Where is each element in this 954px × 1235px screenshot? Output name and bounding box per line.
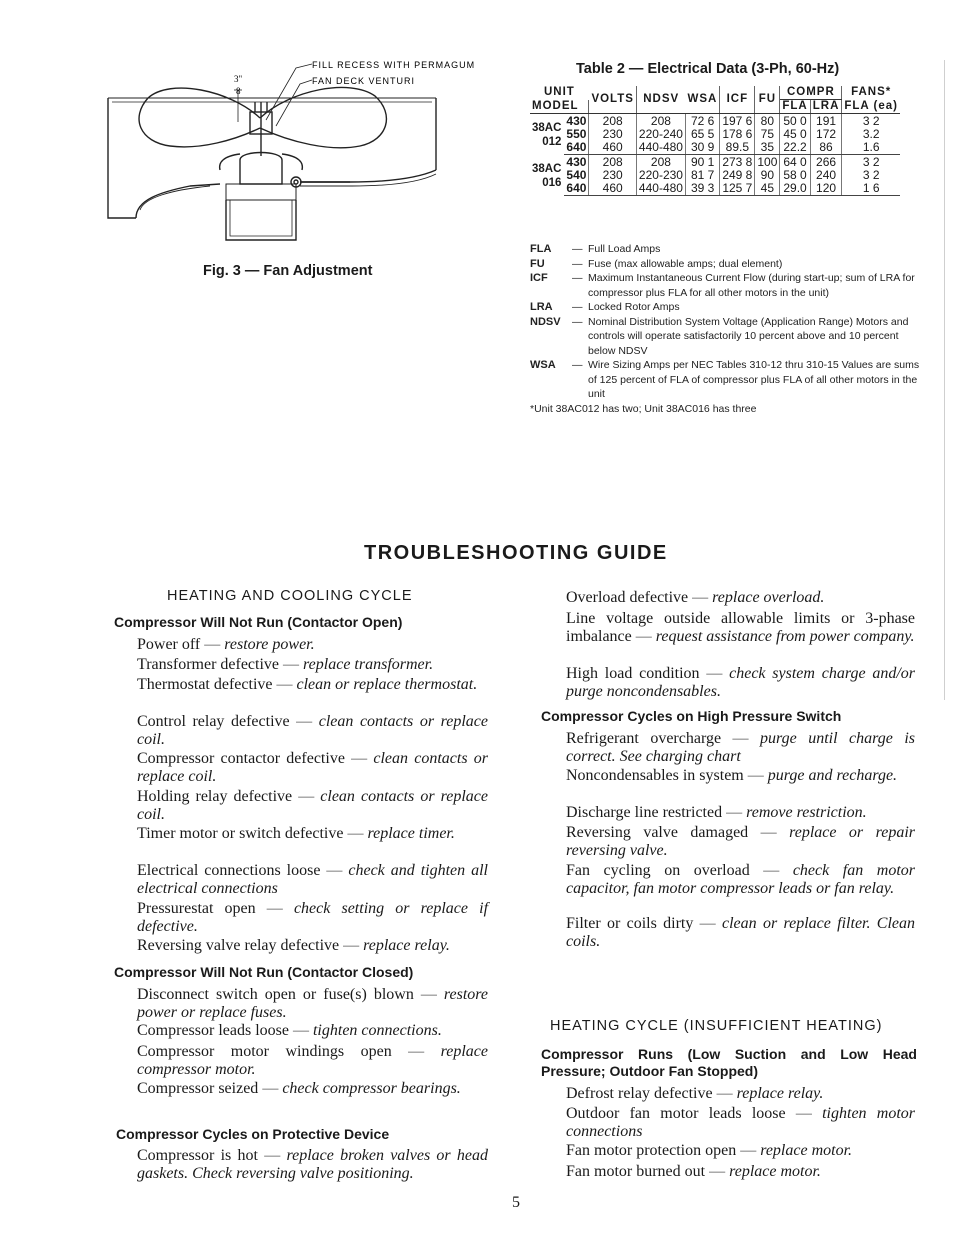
item-dash: —: [736, 1142, 761, 1159]
list-item: [137, 862, 488, 897]
list-item: [566, 1142, 915, 1160]
item-remedy: purge and recharge.: [767, 767, 898, 784]
item-dash: —: [391, 1043, 441, 1060]
item-remedy: request assistance from power company.: [655, 627, 915, 645]
subtitle-high-pressure: Compressor Cycles on High Pressure Switch: [541, 708, 842, 724]
item-cause: Pressurestat open: [137, 900, 256, 917]
item-cause: High load condition: [566, 665, 700, 682]
header-unit: UNIT: [544, 86, 575, 99]
list-item: [137, 750, 488, 785]
header-volts: VOLTS: [589, 86, 636, 114]
cell-wsa: 30 9: [685, 141, 719, 155]
unit-label: 38AC: [532, 121, 562, 134]
item-cause: Outdoor fan motor leads loose: [566, 1105, 786, 1122]
header-fans-fla: FLA (ea): [842, 100, 900, 114]
header-wsa: WSA: [685, 86, 719, 114]
item-dash: —: [699, 665, 730, 682]
table-row: [530, 114, 900, 129]
cell-lra: 266: [810, 155, 842, 170]
cell-lra: 172: [810, 128, 842, 141]
item-cause: Filter or coils dirty: [566, 915, 694, 932]
item-dash: —: [693, 915, 722, 932]
header-ndsv: NDSV: [636, 86, 685, 114]
electrical-data-table: [530, 86, 900, 196]
list-item: [137, 825, 488, 843]
item-remedy: replace relay.: [363, 937, 450, 954]
item-dash: —: [288, 1022, 313, 1039]
item-remedy: check fan motor capacitor, fan motor compressor leads or fan relay.: [566, 862, 916, 897]
list-item: [137, 1147, 488, 1182]
list-item: [566, 915, 915, 950]
item-dash: —: [272, 676, 297, 693]
cell-code: 550: [564, 128, 589, 141]
item-dash: —: [721, 730, 761, 747]
item-dash: —: [413, 986, 444, 1003]
cell-fans: 3 2: [862, 155, 880, 169]
item-remedy: replace motor.: [760, 1142, 853, 1159]
list-item: [137, 1022, 488, 1040]
cell-fu: 35: [755, 141, 780, 155]
cell-icf: 89.5: [720, 141, 755, 155]
cell-code: 540: [564, 169, 589, 182]
item-remedy: tighten connections.: [312, 1022, 442, 1039]
legend-def: Full Load Amps: [588, 243, 661, 255]
cell-ndsv: 208: [636, 155, 685, 170]
list-item: [566, 767, 915, 785]
item-remedy: replace compressor motor.: [137, 1043, 489, 1078]
subtitle-protective-device: Compressor Cycles on Protective Device: [116, 1126, 390, 1142]
legend-dash: —: [572, 272, 583, 284]
item-cause: Overload defective: [566, 589, 689, 606]
list-item: [137, 656, 488, 674]
item-remedy: replace relay.: [736, 1085, 824, 1102]
list-item: [137, 986, 488, 1021]
legend-def: Nominal Distribution System Voltage (Application Range) Motors and controls will operate satisfactorily 10 percent above and 10 percent below NDSV: [588, 315, 909, 357]
legend-abbr: NDSV: [530, 315, 561, 328]
cell-volts: 230: [589, 128, 636, 141]
cell-icf: 249 8: [720, 169, 755, 182]
list-item: [566, 665, 915, 700]
item-remedy: clean contacts or replace coil.: [137, 788, 489, 823]
item-dash: —: [705, 1163, 730, 1180]
model-label: 016: [542, 176, 562, 189]
legend-abbr: WSA: [530, 359, 556, 371]
cell-code: 430: [564, 155, 589, 170]
item-dash: —: [785, 1105, 823, 1122]
item-dash: —: [743, 767, 768, 784]
cell-fla: 50 0: [780, 114, 810, 129]
item-dash: —: [289, 713, 319, 730]
item-dash: —: [344, 750, 374, 767]
item-cause: Refrigerant overcharge: [566, 730, 722, 747]
list-item: [137, 900, 488, 935]
section-heating: HEATING CYCLE (INSUFFICIENT HEATING): [550, 1018, 883, 1034]
header-fans: FANS*: [851, 86, 892, 99]
cell-fla: 29.0: [780, 182, 810, 196]
figure-caption: Fig. 3 — Fan Adjustment: [203, 263, 373, 279]
list-item: [566, 1163, 915, 1181]
list-item: [137, 1043, 488, 1078]
cell-fu: 90: [755, 169, 780, 182]
cell-fu: 45: [755, 182, 780, 196]
cell-fans: 1 6: [842, 182, 900, 196]
unit-label: 38AC: [532, 162, 562, 175]
cell-fans: 3.2: [862, 127, 880, 141]
item-cause: Compressor contactor defective: [137, 750, 345, 767]
item-cause: Noncondensables in system: [566, 767, 744, 784]
cell-lra: 191: [810, 114, 842, 129]
item-dash: —: [749, 862, 793, 879]
cell-icf: 178 6: [720, 128, 755, 141]
dimension-denominator: 8: [236, 86, 241, 96]
cell-icf: 273 8: [720, 155, 755, 170]
cell-icf: 197 6: [720, 114, 755, 129]
cell-fla: 45 0: [780, 128, 810, 141]
legend-dash: —: [572, 257, 583, 270]
item-cause: Timer motor or switch defective: [137, 825, 344, 842]
list-item: [566, 730, 915, 765]
table-row: [530, 182, 900, 196]
item-cause: Compressor seized: [137, 1080, 259, 1097]
scan-edge-line: [944, 60, 945, 700]
cell-fla: 58 0: [780, 169, 810, 182]
header-fu: FU: [755, 86, 780, 114]
item-dash: —: [279, 656, 304, 673]
cell-fu: 80: [755, 114, 780, 129]
cell-code: 430: [564, 114, 589, 129]
cell-wsa: 81 7: [685, 169, 719, 182]
cell-wsa: 39 3: [685, 182, 719, 196]
item-dash: —: [748, 824, 790, 841]
header-icf: ICF: [720, 86, 755, 114]
item-remedy: check setting or replace if defective.: [137, 900, 489, 935]
cell-ndsv: 220-240: [636, 128, 685, 141]
item-remedy: replace broken valves or head gaskets. Check reversing valve positioning.: [137, 1147, 488, 1182]
legend-abbr: FU: [530, 257, 545, 270]
legend-abbr: ICF: [530, 272, 548, 284]
header-lra: LRA: [810, 100, 842, 114]
legend-def: Locked Rotor Amps: [588, 301, 680, 313]
item-remedy: clean contacts or replace coil.: [137, 750, 488, 785]
item-cause: Fan motor burned out: [566, 1163, 706, 1180]
item-cause: Reversing valve damaged: [566, 824, 749, 841]
cell-fla: 64 0: [780, 155, 810, 170]
cell-wsa: 90 1: [685, 155, 719, 170]
section-heating-cooling: HEATING AND COOLING CYCLE: [167, 588, 413, 604]
item-cause: Compressor leads loose: [137, 1022, 289, 1039]
cell-volts: 208: [589, 155, 636, 170]
legend-item: [530, 271, 920, 300]
legend-item: [530, 315, 920, 359]
legend-abbr: LRA: [530, 301, 553, 313]
list-item: [566, 589, 915, 607]
cell-lra: 240: [810, 169, 842, 182]
item-cause: Reversing valve relay defective: [137, 937, 340, 954]
cell-volts: 208: [589, 114, 636, 129]
header-model: MODEL: [530, 100, 589, 114]
item-dash: —: [200, 636, 225, 653]
header-compr: COMPR: [780, 86, 842, 100]
item-cause: Line voltage outside allowable limits or 3-phase imbalance: [566, 610, 915, 645]
cell-fu: 100: [755, 155, 780, 170]
item-remedy: remove restriction.: [746, 804, 867, 821]
item-cause: Thermostat defective: [137, 676, 273, 693]
item-remedy: check compressor bearings.: [282, 1080, 461, 1097]
fan-adjustment-figure: [100, 50, 520, 255]
item-dash: —: [631, 627, 656, 645]
cell-ndsv: 440-480: [636, 141, 685, 155]
cell-code: 640: [564, 141, 589, 155]
table-footnote: *Unit 38AC012 has two; Unit 38AC016 has three: [530, 402, 757, 415]
cell-fans: 1.6: [842, 141, 900, 155]
item-cause: Fan cycling on overload: [566, 862, 750, 879]
item-remedy: check and tighten all electrical connections: [137, 862, 488, 897]
item-cause: Holding relay defective: [137, 788, 293, 805]
legend-dash: —: [572, 301, 583, 313]
item-dash: —: [257, 1147, 287, 1164]
item-cause: Discharge line restricted: [566, 804, 723, 821]
callout-fan-deck-venturi: FAN DECK VENTURI: [312, 76, 416, 86]
legend-item: [530, 300, 920, 315]
legend-dash: —: [572, 315, 583, 328]
cell-volts: 230: [589, 169, 636, 182]
legend-dash: —: [572, 243, 583, 255]
item-dash: —: [292, 788, 321, 805]
cell-wsa: 65 5: [685, 128, 719, 141]
item-dash: —: [688, 589, 713, 606]
table-legend: [530, 242, 920, 416]
item-remedy: clean or replace filter. Clean coils.: [566, 915, 916, 950]
model-label: 012: [542, 135, 562, 148]
legend-def: Fuse (max allowable amps; dual element): [588, 257, 783, 270]
item-remedy: restore power or replace fuses.: [137, 986, 489, 1021]
item-dash: —: [343, 825, 368, 842]
cell-ndsv: 208: [636, 114, 685, 129]
list-item: [566, 862, 915, 897]
cell-icf: 125 7: [720, 182, 755, 196]
cell-ndsv: 220-230: [636, 169, 685, 182]
item-cause: Compressor motor windings open: [137, 1043, 392, 1060]
item-dash: —: [339, 937, 364, 954]
item-remedy: purge until charge is correct. See charging chart: [566, 730, 916, 765]
item-dash: —: [258, 1080, 283, 1097]
list-item: [137, 713, 488, 748]
item-remedy: replace or repair reversing valve.: [566, 824, 916, 859]
legend-item: [530, 358, 920, 402]
subtitle-low-suction: Compressor Runs (Low Suction and Low Head Pressure; Outdoor Fan Stopped): [541, 1046, 917, 1079]
cell-fans: 3 2: [862, 114, 880, 128]
list-item: [566, 1105, 915, 1140]
item-dash: —: [722, 804, 747, 821]
item-remedy: clean or replace thermostat.: [296, 676, 478, 693]
cell-wsa: 72 6: [685, 114, 719, 129]
item-remedy: restore power.: [224, 636, 315, 653]
item-cause: Control relay defective: [137, 713, 290, 730]
guide-title: TROUBLESHOOTING GUIDE: [364, 542, 668, 564]
item-cause: Power off: [137, 636, 201, 653]
cell-fla: 22.2: [780, 141, 810, 155]
page-number: 5: [512, 1194, 520, 1211]
list-item: [566, 610, 915, 645]
item-cause: Transformer defective: [137, 656, 280, 673]
cell-volts: 460: [589, 182, 636, 196]
list-item: [566, 824, 915, 859]
item-remedy: clean contacts or replace coil.: [137, 713, 489, 748]
header-fla: FLA: [780, 100, 810, 114]
list-item: [137, 937, 488, 955]
item-remedy: replace transformer.: [303, 656, 434, 673]
list-item: [137, 636, 488, 654]
item-cause: Fan motor protection open: [566, 1142, 737, 1159]
cell-lra: 120: [810, 182, 842, 196]
dimension-numerator: 3": [234, 74, 243, 84]
legend-def: Maximum Instantaneous Current Flow (during start-up; sum of LRA for compressor plus FLA for all other motors in the unit): [588, 272, 915, 299]
list-item: [566, 1085, 915, 1103]
list-item: [137, 676, 488, 694]
item-remedy: check system charge and/or purge noncondensables.: [566, 665, 916, 700]
legend-dash: —: [572, 359, 583, 371]
item-remedy: replace overload.: [712, 589, 825, 606]
callout-fill-recess: FILL RECESS WITH PERMAGUM: [312, 60, 476, 70]
item-cause: Defrost relay defective: [566, 1085, 713, 1102]
table-row: [530, 141, 900, 155]
cell-ndsv: 440-480: [636, 182, 685, 196]
legend-def: Wire Sizing Amps per NEC Tables 310-12 thru 310-15 Values are sums of 125 percent of FLA of compressor plus FLA of all other motors in the unit: [588, 359, 920, 400]
subtitle-not-run-open: Compressor Will Not Run (Contactor Open): [114, 614, 403, 630]
table-title: Table 2 — Electrical Data (3-Ph, 60-Hz): [576, 61, 840, 77]
item-dash: —: [320, 862, 349, 879]
item-remedy: replace timer.: [367, 825, 455, 842]
item-cause: Disconnect switch open or fuse(s) blown: [137, 986, 414, 1003]
cell-code: 640: [564, 182, 589, 196]
table-row: [530, 155, 900, 170]
list-item: [566, 804, 915, 822]
item-cause: Compressor is hot: [137, 1147, 258, 1164]
list-item: [137, 1080, 488, 1098]
item-dash: —: [255, 900, 294, 917]
legend-item: [530, 242, 920, 257]
item-remedy: replace motor.: [729, 1163, 821, 1180]
cell-lra: 86: [810, 141, 842, 155]
cell-fans: 3 2: [862, 168, 880, 182]
cell-volts: 460: [589, 141, 636, 155]
item-remedy: tighten motor connections: [566, 1105, 916, 1140]
subtitle-not-run-closed: Compressor Will Not Run (Contactor Closed): [114, 964, 414, 980]
cell-fu: 75: [755, 128, 780, 141]
legend-item: [530, 257, 920, 272]
item-dash: —: [712, 1085, 737, 1102]
item-cause: Electrical connections loose: [137, 862, 321, 879]
list-item: [137, 788, 488, 823]
legend-abbr: FLA: [530, 243, 552, 255]
